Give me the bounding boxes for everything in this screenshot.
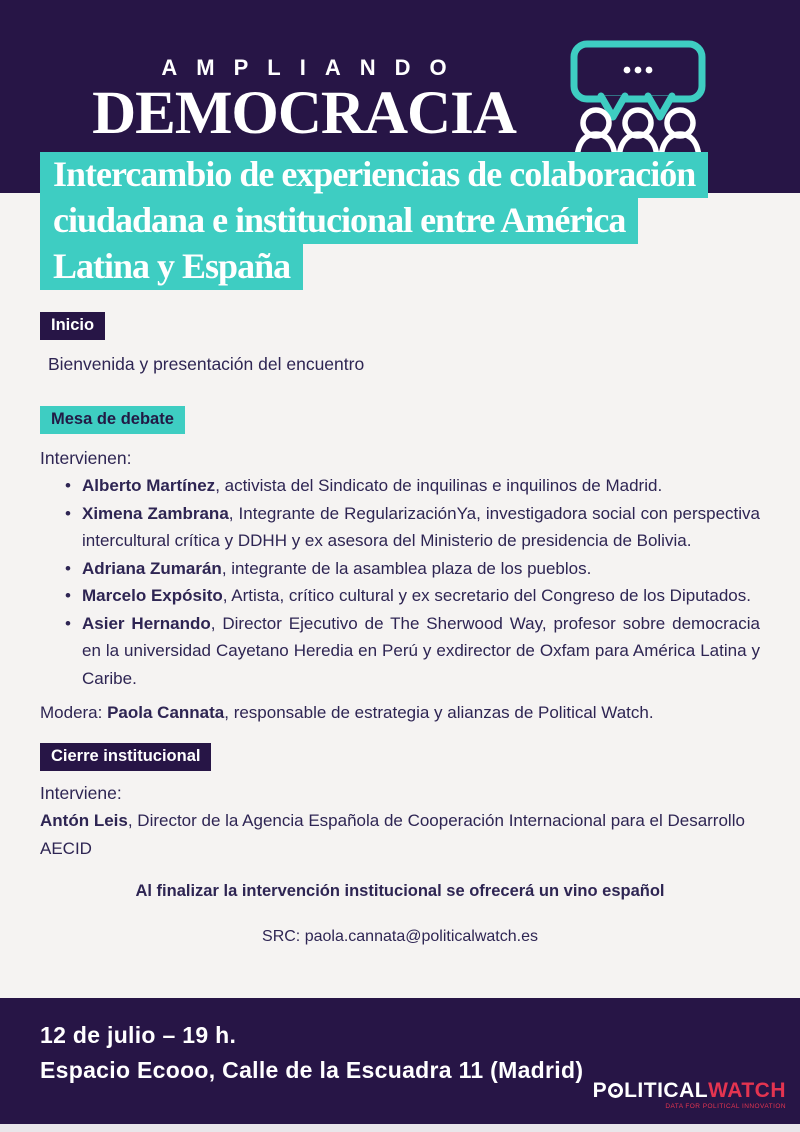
title-line-1: Intercambio de experiencias de colaboración [40, 152, 708, 198]
wine-notice: Al finalizar la intervención institucional se ofrecerá un vino español [135, 882, 665, 900]
title-line-2: ciudadana e institucional entre América [40, 198, 638, 244]
speaker-desc: , Artista, crítico cultural y ex secretario del Congreso de los Diputados. [222, 586, 751, 605]
speaker-item [65, 500, 760, 555]
brand-logo [92, 55, 516, 147]
speaker-desc: , Integrante de RegularizaciónYa, investigadora social con perspectiva intercultural crítica y DDHH y ex asesora del Ministerio de presidencia de Bolivia. [82, 503, 760, 550]
speakers-list [40, 472, 760, 692]
speaker-name: Marcelo Expósito [82, 586, 223, 605]
moderator-line [40, 701, 760, 725]
event-date: 12 de julio – 19 h. [40, 1022, 237, 1048]
speaker-name: Asier Hernando [82, 613, 211, 633]
moderator-desc: , responsable de estrategia y alianzas de Political Watch. [224, 703, 654, 722]
cierre-speaker-name: Antón Leis [40, 811, 128, 830]
speaker-item [65, 472, 760, 500]
contact-email: SRC: paola.cannata@politicalwatch.es [262, 928, 538, 945]
cierre-intro: Interviene: [40, 783, 122, 803]
speaker-name: Alberto Martínez [82, 476, 216, 495]
footer [0, 998, 800, 1124]
brand-line2: DEMOCRACIA [92, 80, 516, 147]
speech-bubble-people-icon [568, 39, 708, 161]
speaker-desc: , integrante de la asamblea plaza de los pueblos. [221, 558, 592, 578]
moderator-name: Paola Cannata [107, 703, 225, 722]
speaker-name: Adriana Zumarán [82, 558, 222, 578]
speaker-desc: , Director Ejecutivo de The Sherwood Way, profesor sobre democracia en la universidad Cayetano Heredia en Perú y exdirector de Oxfam para América Latina y Caribe. [82, 613, 760, 688]
logo-part2: LITICAL [624, 1079, 709, 1102]
moderator-prefix: Modera: [40, 703, 108, 722]
poster-bottom-edge [0, 1124, 800, 1132]
section-badge-cierre: Cierre institucional [40, 743, 211, 771]
mesa-intro: Intervienen: [40, 448, 132, 468]
logo-tagline: DATA FOR POLITICAL INNOVATION [665, 1103, 786, 1110]
speaker-item [65, 610, 760, 693]
title-line-3: Latina y España [40, 244, 303, 290]
cierre-speaker-desc: , Director de la Agencia Española de Cooperación Internacional para el Desarrollo AECID [40, 811, 745, 858]
eye-icon [608, 1083, 623, 1098]
speaker-desc: , activista del Sindicato de inquilinas e inquilinos de Madrid. [215, 476, 663, 495]
inicio-description: Bienvenida y presentación del encuentro [48, 354, 365, 374]
section-badge-inicio: Inicio [40, 312, 105, 340]
speaker-item [65, 582, 760, 610]
logo-part1: P [592, 1079, 608, 1102]
politicalwatch-logo-text [593, 1080, 786, 1101]
event-venue: Espacio Ecooo, Calle de la Escuadra 11 (Madrid) [40, 1057, 584, 1083]
event-title [40, 152, 760, 290]
speaker-item [65, 555, 760, 583]
section-badge-mesa-de-debate: Mesa de debate [40, 406, 185, 434]
program [0, 290, 800, 947]
cierre-speaker [40, 807, 760, 862]
speaker-name: Ximena Zambrana [82, 503, 229, 523]
politicalwatch-logo [593, 1080, 786, 1110]
logo-part3: WATCH [708, 1079, 786, 1102]
brand-line1: AMPLIANDO [161, 55, 466, 80]
